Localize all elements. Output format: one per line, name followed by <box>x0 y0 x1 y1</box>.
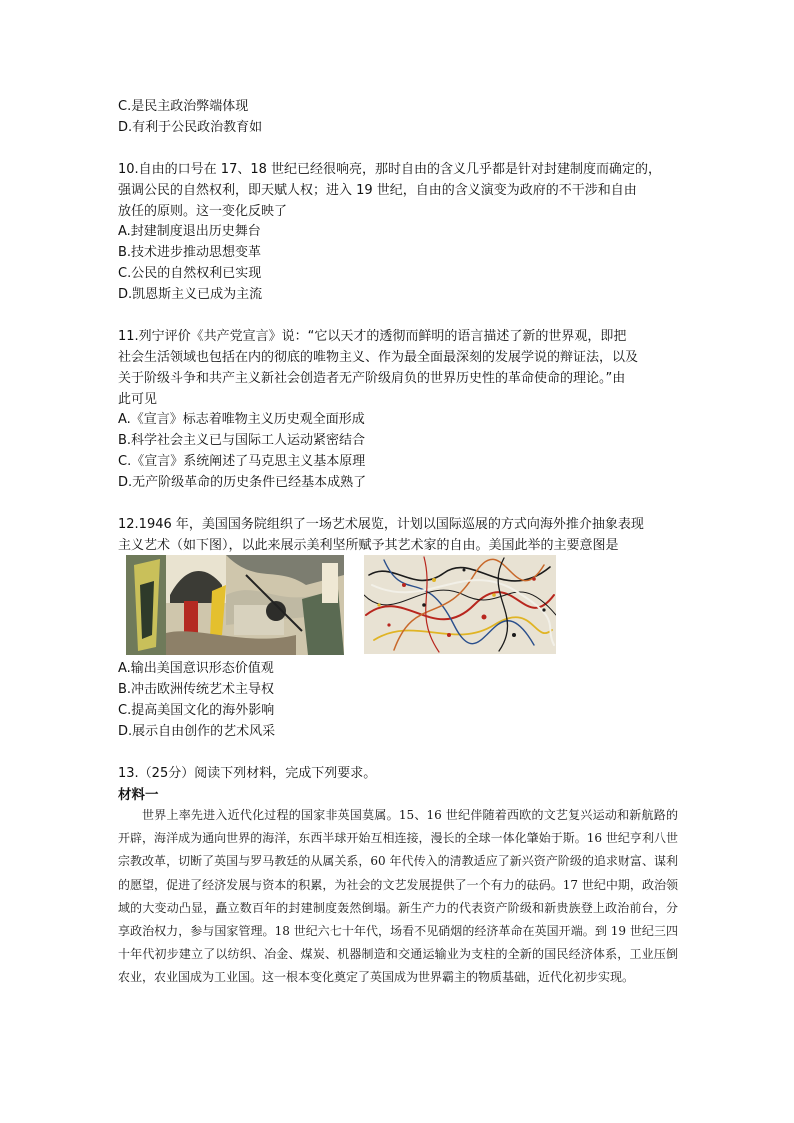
q12-stem-line: 主义艺术（如下图），以此来展示美利坚所赋予其艺术家的自由。美国此举的主要意图是 <box>118 538 619 553</box>
q12-option-b: B.冲击欧洲传统艺术主导权 <box>118 682 275 697</box>
q9-option-c: C.是民主政治弊端体现 <box>118 99 249 114</box>
q11-stem-line: 此可见 <box>118 392 158 407</box>
q11-stem-line: 关于阶级斗争和共产主义新社会创造者无产阶级肩负的世界历史性的革命使命的理论。”由 <box>118 371 626 386</box>
q12-stem-line: 12.1946 年，美国国务院组织了一场艺术展览，计划以国际巡展的方式向海外推介抽象表现 <box>118 517 644 532</box>
q11-option-a: A.《宣言》标志着唯物主义历史观全面形成 <box>118 412 365 427</box>
q11-option-b: B.科学社会主义已与国际工人运动紧密结合 <box>118 433 366 448</box>
q10-stem-line: 放任的原则。这一变化反映了 <box>118 204 288 219</box>
q10-option-d: D.凯恩斯主义已成为主流 <box>118 287 263 302</box>
abstract-painting-geometric <box>126 555 344 655</box>
abstract-painting-drip <box>364 555 556 654</box>
q9-option-d: D.有利于公民政治教育如 <box>118 120 263 135</box>
q11-stem-line: 11.列宁评价《共产党宣言》说：“它以天才的透彻而鲜明的语言描述了新的世界观，即把 <box>118 329 627 344</box>
q10-option-b: B.技术进步推动思想变革 <box>118 245 262 260</box>
q12-option-c: C.提高美国文化的海外影响 <box>118 703 275 718</box>
material-text: 世界上率先进入近代化过程的国家非英国莫属。15、16 世纪伴随着西欧的文艺复兴运动和新航路的开辟，海洋成为通向世界的海洋，东西半球开始互相连接，漫长的全球一体化肇始于斯。16 世纪亨利八世宗教改革，切断了英国与罗马教廷的从属关系，60 年代传入的清教适应了新兴资产阶级的追求财富、谋利的愿望，促进了经济发展与资本的积累，为社会的文艺发展提供了一个有力的砝码。17 世纪中期，政治领域的大变动凸显，矗立数百年的封建制度轰然倒塌。新生产力的代表资产阶级和新贵族登上政治前台，分享政治权力，参与国家管理。18 世纪六七十年代，场看不见硝烟的经济革命在英国开端。到 19 世纪三四十年代初步建立了以纺织、冶金、煤炭、机器制造和交通运输业为支柱的全新的国民经济体系，工业压倒农业，农业国成为工业国。这一根本变化奠定了英国成为世界霸主的物质基础，近代化初步实现。 <box>118 808 678 985</box>
q13-stem: 13.（25分）阅读下列材料，完成下列要求。 <box>118 766 377 781</box>
q12-option-d: D.展示自由创作的艺术风采 <box>118 724 276 739</box>
q10-option-a: A.封建制度退出历史舞台 <box>118 224 261 239</box>
q11-option-d: D.无产阶级革命的历史条件已经基本成熟了 <box>118 475 367 490</box>
q11-stem-line: 社会生活领域也包括在内的彻底的唯物主义、作为最全面最深刻的发展学说的辩证法，以及 <box>118 350 639 365</box>
q10-option-c: C.公民的自然权利已实现 <box>118 266 262 281</box>
q11-option-c: C.《宣言》系统阐述了马克思主义基本原理 <box>118 454 366 469</box>
q10-stem-line: 10.自由的口号在 17、18 世纪已经很响亮，那时自由的含义几乎都是针对封建制度而确定的， <box>118 162 662 177</box>
q10-stem-line: 强调公民的自然权利，即天赋人权；进入 19 世纪，自由的含义演变为政府的不干涉和自由 <box>118 183 637 198</box>
material-title: 材料一 <box>118 787 159 803</box>
q12-option-a: A.输出美国意识形态价值观 <box>118 661 274 676</box>
